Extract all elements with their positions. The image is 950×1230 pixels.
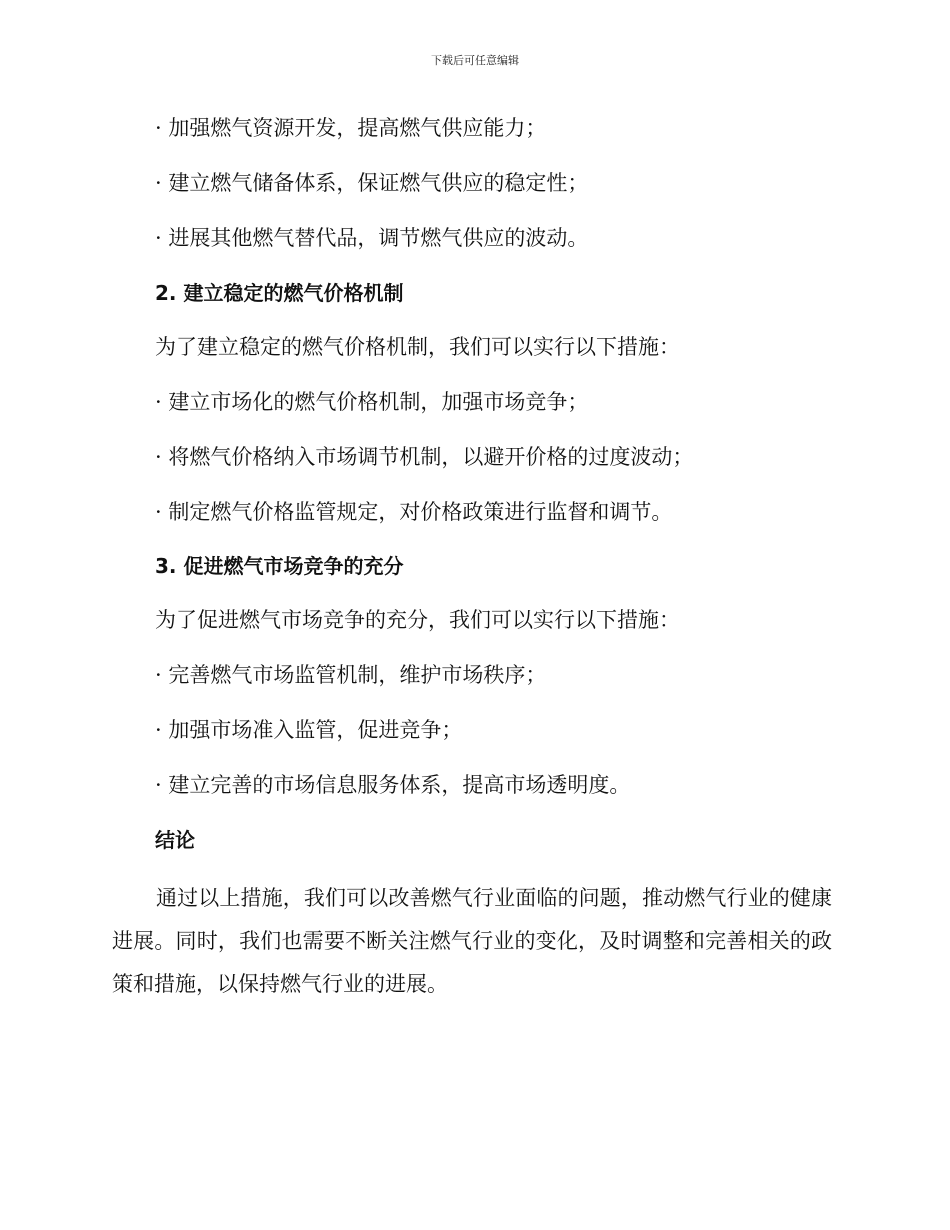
bullet-item: · 制定燃气价格监管规定，对价格政策进行监督和调节。 bbox=[155, 500, 673, 524]
conclusion-heading: 结论 bbox=[155, 828, 195, 852]
bullet-item: · 将燃气价格纳入市场调节机制，以避开价格的过度波动； bbox=[155, 445, 694, 469]
bullet-item: · 加强市场准入监管，促进竞争； bbox=[155, 718, 463, 742]
section-heading: 3. 促进燃气市场竞争的充分 bbox=[155, 554, 404, 578]
bullet-item: · 完善燃气市场监管机制，维护市场秩序； bbox=[155, 663, 547, 687]
conclusion-paragraph: 通过以上措施，我们可以改善燃气行业面临的问题，推动燃气行业的健康进展。同时，我们也需要不断关注燃气行业的变化，及时调整和完善相关的政策和措施，以保持燃气行业的进展。 bbox=[112, 886, 832, 996]
bullet-item: · 加强燃气资源开发，提高燃气供应能力； bbox=[155, 116, 547, 140]
section-intro: 为了促进燃气市场竞争的充分，我们可以实行以下措施： bbox=[155, 608, 680, 632]
bullet-item: · 建立市场化的燃气价格机制，加强市场竞争； bbox=[155, 390, 589, 414]
bullet-item: · 建立完善的市场信息服务体系，提高市场透明度。 bbox=[155, 773, 631, 797]
bullet-item: · 建立燃气储备体系，保证燃气供应的稳定性； bbox=[155, 171, 589, 195]
section-heading: 2. 建立稳定的燃气价格机制 bbox=[155, 281, 404, 305]
section-intro: 为了建立稳定的燃气价格机制，我们可以实行以下措施： bbox=[155, 335, 680, 359]
page-header: 下载后可任意编辑 bbox=[431, 54, 519, 67]
bullet-item: · 进展其他燃气替代品，调节燃气供应的波动。 bbox=[155, 226, 589, 250]
